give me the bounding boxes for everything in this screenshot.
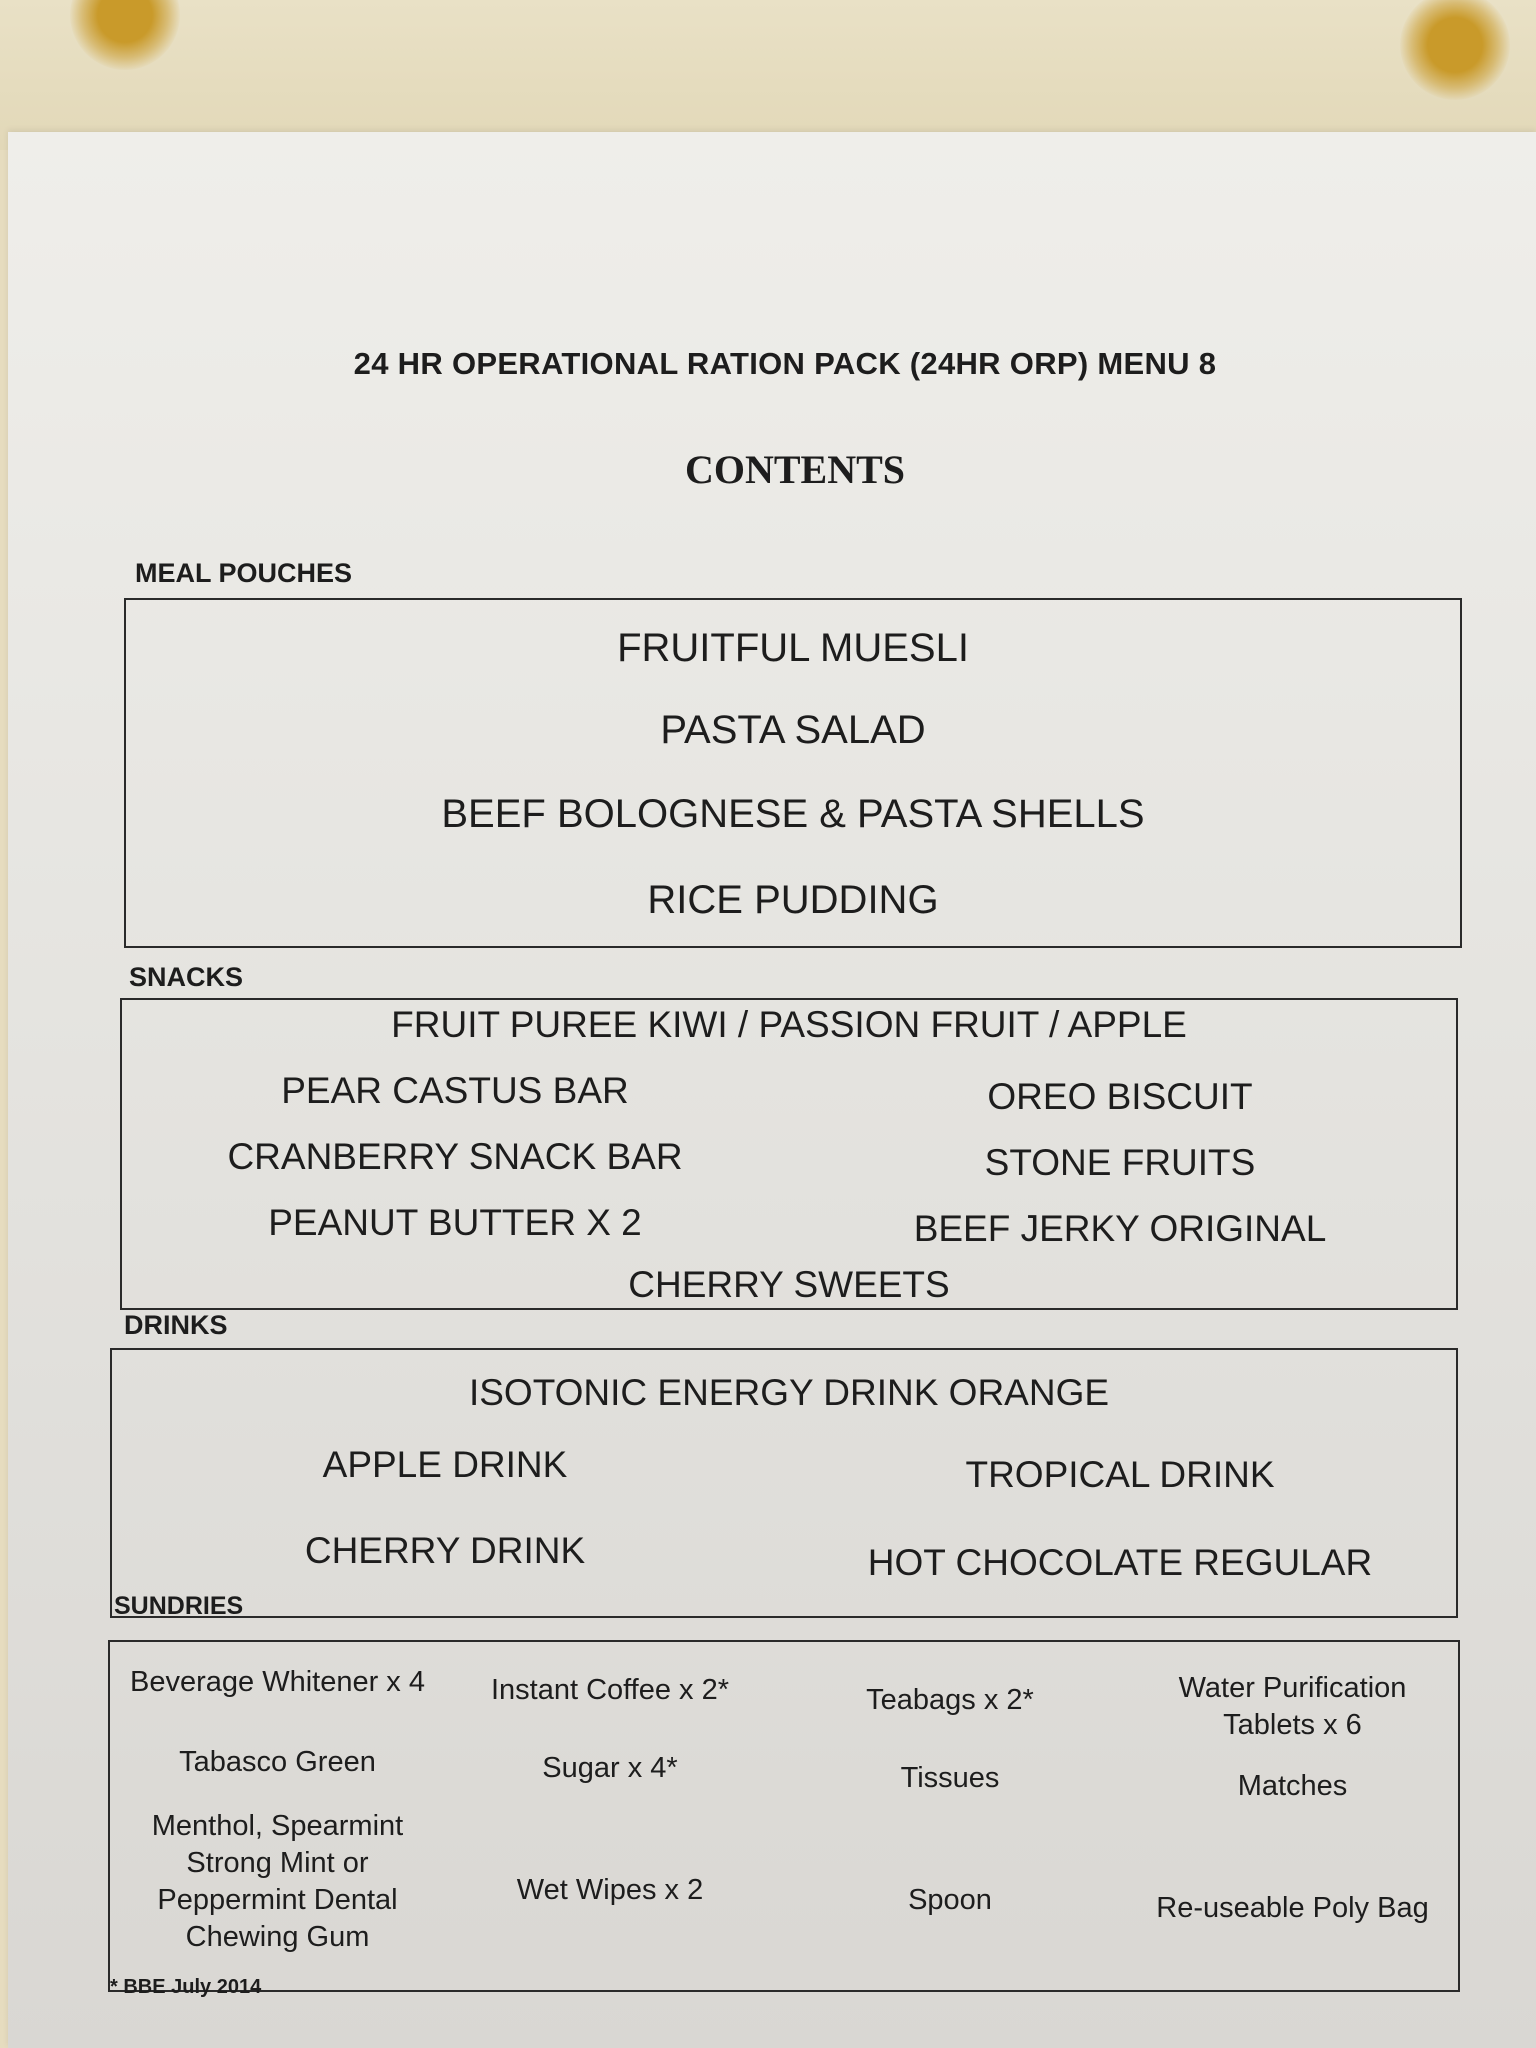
drink-item: CHERRY DRINK (304, 1530, 586, 1571)
tablecloth-pattern (70, 0, 180, 70)
snack-item: STONE FRUITS (984, 1142, 1256, 1183)
snack-item: PEANUT BUTTER X 2 (268, 1202, 642, 1243)
sundry-item: Instant Coffee x 2* (490, 1674, 730, 1706)
drink-item: HOT CHOCOLATE REGULAR (867, 1542, 1373, 1583)
bbe-footnote: * BBE July 2014 (110, 1976, 262, 1998)
sundry-item: Wet Wipes x 2 (516, 1874, 704, 1906)
sundry-item: Beverage Whitener x 4 (130, 1666, 425, 1698)
drink-item: TROPICAL DRINK (965, 1454, 1275, 1495)
sundry-item: Re-useable Poly Bag (1156, 1892, 1429, 1924)
sundry-item: Matches (1237, 1770, 1348, 1802)
meal-pouch-item: BEEF BOLOGNESE & PASTA SHELLS (441, 792, 1145, 836)
snack-item: CHERRY SWEETS (628, 1264, 950, 1305)
drink-item: ISOTONIC ENERGY DRINK ORANGE (468, 1372, 1110, 1413)
snack-item: OREO BISCUIT (987, 1076, 1253, 1117)
contents-heading: CONTENTS (684, 447, 906, 492)
snacks-label: SNACKS (129, 962, 244, 992)
drink-item: APPLE DRINK (322, 1444, 568, 1485)
tablecloth-pattern (1400, 0, 1510, 100)
sundry-item: Water Purification Tablets x 6 (1178, 1672, 1407, 1741)
snack-item: CRANBERRY SNACK BAR (227, 1136, 683, 1177)
document-title: 24 HR OPERATIONAL RATION PACK (24HR ORP) MENU 8 (353, 346, 1217, 381)
sundry-item: Teabags x 2* (866, 1684, 1034, 1716)
sundry-item: Spoon (908, 1884, 992, 1916)
sundry-item: Sugar x 4* (542, 1752, 678, 1784)
sundry-item: Menthol, Spearmint Strong Mint or Peppermint Dental Chewing Gum (151, 1810, 404, 1953)
drinks-label: DRINKS (124, 1310, 228, 1340)
sundries-label: SUNDRIES (114, 1592, 244, 1620)
snack-item: BEEF JERKY ORIGINAL (913, 1208, 1327, 1249)
meal-pouch-item: FRUITFUL MUESLI (617, 626, 969, 670)
meal-pouch-item: RICE PUDDING (647, 878, 939, 922)
meal-pouches-label: MEAL POUCHES (135, 558, 353, 588)
meal-pouch-item: PASTA SALAD (660, 708, 926, 752)
snack-item: FRUIT PUREE KIWI / PASSION FRUIT / APPLE (391, 1004, 1187, 1045)
snack-item: PEAR CASTUS BAR (281, 1070, 629, 1111)
sundry-item: Tissues (900, 1762, 1000, 1794)
sundry-item: Tabasco Green (179, 1746, 376, 1778)
tablecloth-background (0, 0, 1536, 150)
